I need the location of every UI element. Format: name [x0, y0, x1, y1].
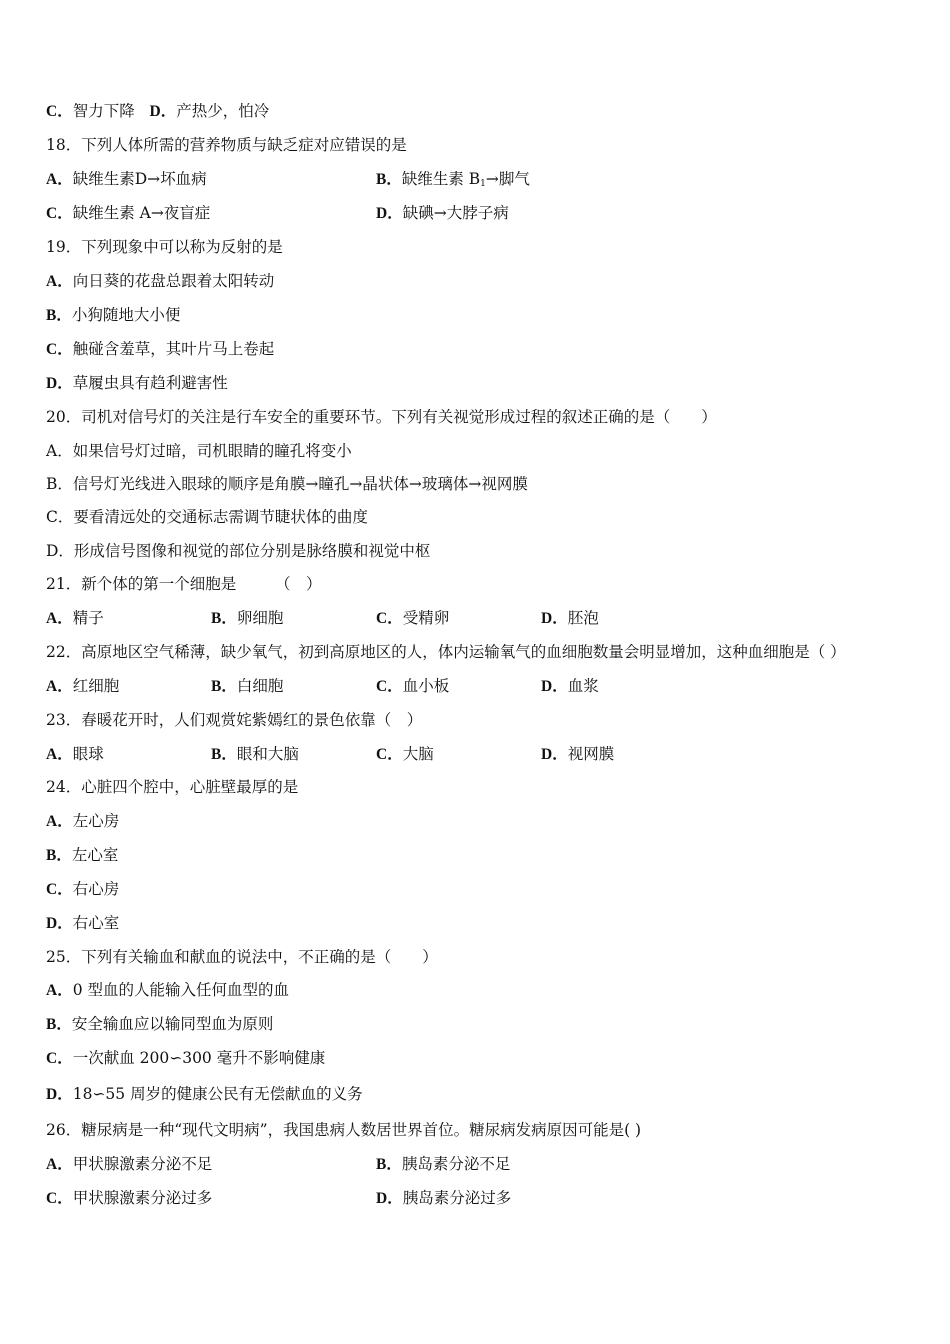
q24-option-a: A．左心房 — [46, 812, 120, 830]
q22-option-c: C．血小板 — [376, 677, 450, 695]
q22-stem: 22．高原地区空气稀薄，缺少氧气，初到高原地区的人，体内运输氧气的血细胞数量会明显增加，这种血细胞是（ ） — [46, 643, 846, 661]
q19-option-a: A．向日葵的花盘总跟着太阳转动 — [46, 272, 275, 290]
q23-option-b: B．眼和大脑 — [211, 745, 299, 763]
q26-stem: 26．糖尿病是一种“现代文明病”，我国患病人数居世界首位。糖尿病发病原因可能是( ) — [46, 1121, 642, 1139]
q26-option-c: C．甲状腺激素分泌过多 — [46, 1189, 213, 1207]
q23-option-c: C．大脑 — [376, 745, 434, 763]
q24-option-b: B．左心室 — [46, 846, 119, 864]
q19-option-d: D．草履虫具有趋利避害性 — [46, 374, 228, 392]
q25-option-b: B．安全输血应以输同型血为原则 — [46, 1015, 274, 1033]
q21-option-b: B．卵细胞 — [211, 609, 284, 627]
q19-option-b: B．小狗随地大小便 — [46, 306, 181, 324]
q18-option-d: D．缺碘→大脖子病 — [376, 204, 509, 222]
q21-option-d: D．胚泡 — [541, 609, 599, 627]
q26-option-a: A．甲状腺激素分泌不足 — [46, 1155, 213, 1173]
q24-option-c: C．右心房 — [46, 880, 120, 898]
q24-option-d: D．右心室 — [46, 914, 120, 932]
q22-option-a: A．红细胞 — [46, 677, 120, 695]
q21-option-a: A．精子 — [46, 609, 104, 627]
q20-option-d: D．形成信号图像和视觉的部位分别是脉络膜和视觉中枢 — [46, 542, 431, 560]
q20-option-c: C．要看清远处的交通标志需调节睫状体的曲度 — [46, 508, 368, 526]
q18-stem: 18．下列人体所需的营养物质与缺乏症对应错误的是 — [46, 136, 407, 154]
q26-option-d: D．胰岛素分泌过多 — [376, 1189, 512, 1207]
q20-stem: 20．司机对信号灯的关注是行车安全的重要环节。下列有关视觉形成过程的叙述正确的是（ ） — [46, 408, 717, 426]
q25-option-a: A．0 型血的人能输入任何血型的血 — [46, 981, 289, 999]
q18-option-b: B．缺维生素 $B_1\to$脚气 — [376, 170, 530, 189]
q23-option-d: D．视网膜 — [541, 745, 615, 763]
q25-stem: 25．下列有关输血和献血的说法中，不正确的是（ ） — [46, 948, 438, 966]
q22-option-d: D．血浆 — [541, 677, 599, 695]
q25-option-c: C．一次献血 200∽300 毫升不影响健康 — [46, 1049, 326, 1067]
q21-stem: 21．新个体的第一个细胞是 （ ） — [46, 575, 322, 593]
q22-option-b: B．白细胞 — [211, 677, 284, 695]
q19-stem: 19．下列现象中可以称为反射的是 — [46, 238, 283, 256]
q18-option-a: A．缺维生素D→坏血病 — [46, 170, 207, 188]
q23-option-a: A．眼球 — [46, 745, 104, 763]
q20-option-b: B．信号灯光线进入眼球的顺序是角膜→瞳孔→晶状体→玻璃体→视网膜 — [46, 475, 528, 493]
q21-option-c: C．受精卵 — [376, 609, 450, 627]
q19-option-c: C．触碰含羞草，其叶片马上卷起 — [46, 340, 275, 358]
q17-options-cd: C．智力下降 D．产热少，怕冷 — [46, 102, 270, 120]
q25-option-d: D．18∽55 周岁的健康公民有无偿献血的义务 — [46, 1085, 363, 1103]
q18-option-c: C．缺维生素 A→夜盲症 — [46, 204, 211, 222]
q23-stem: 23．春暖花开时，人们观赏姹紫嫣红的景色依靠（ ） — [46, 711, 423, 729]
q20-option-a: A．如果信号灯过暗，司机眼睛的瞳孔将变小 — [46, 442, 352, 460]
q24-stem: 24．心脏四个腔中，心脏壁最厚的是 — [46, 778, 299, 796]
q26-option-b: B．胰岛素分泌不足 — [376, 1155, 511, 1173]
